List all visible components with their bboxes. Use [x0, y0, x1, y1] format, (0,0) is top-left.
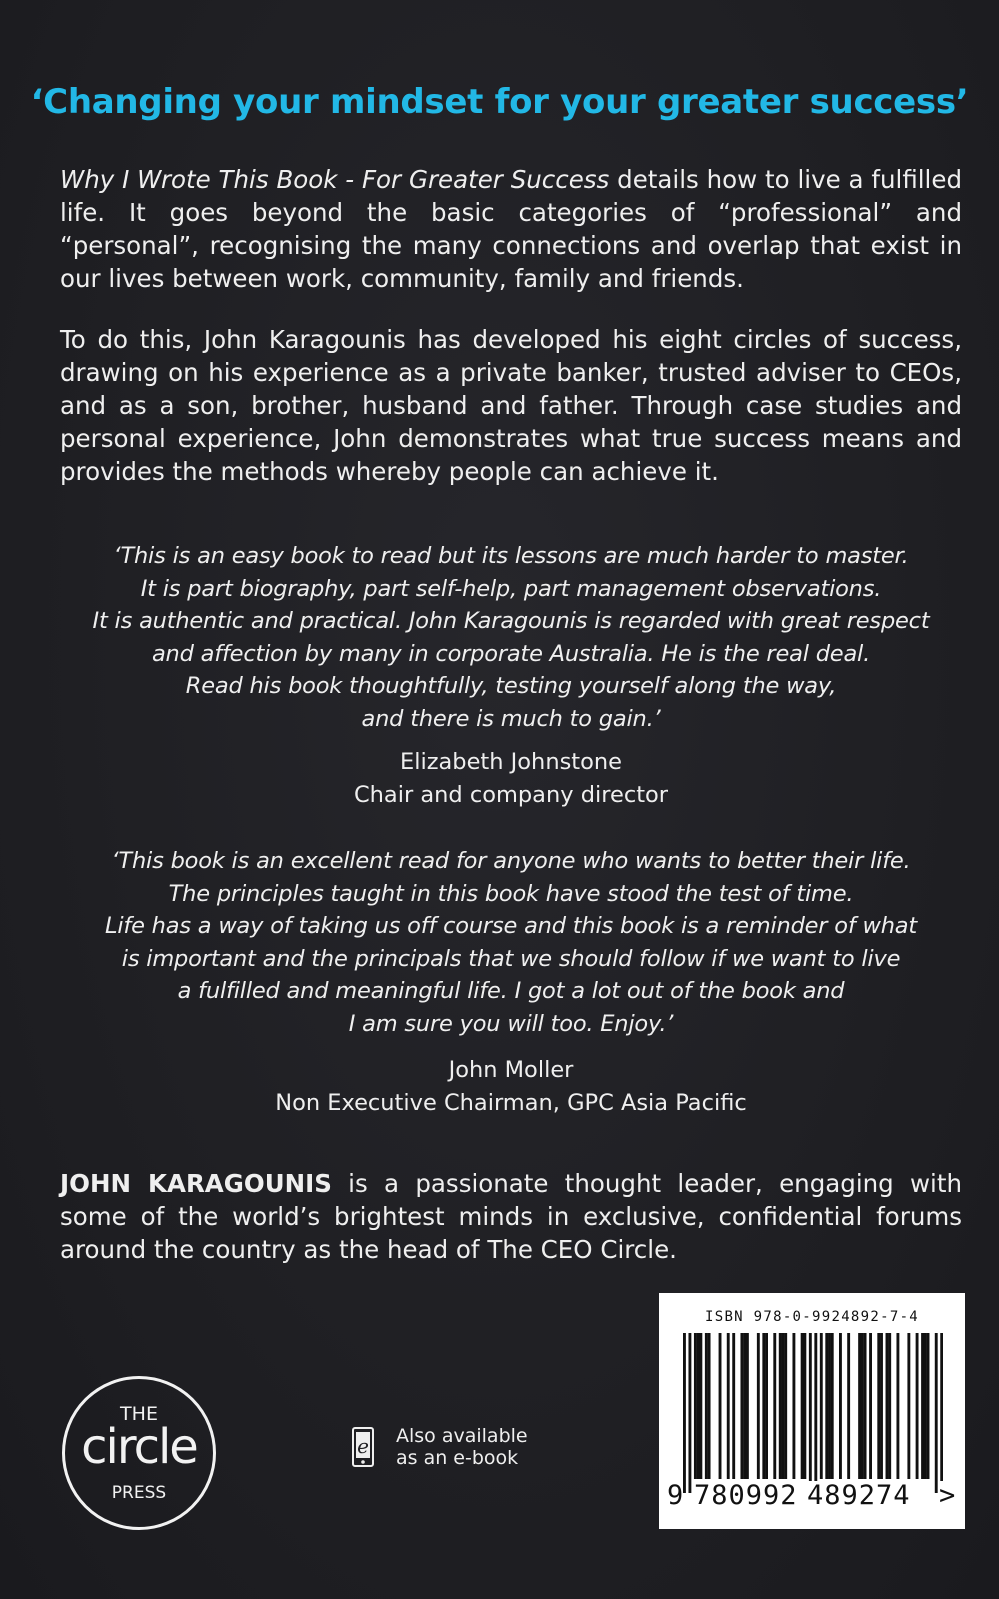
publisher-logo	[62, 1376, 216, 1530]
barcode-bar	[896, 1333, 899, 1479]
quote-line: and there is much to gain.’	[361, 705, 661, 732]
barcode-bar	[825, 1333, 828, 1479]
testimonial-attribution	[60, 746, 962, 811]
testimonial-role: Non Executive Chairman, GPC Asia Pacific	[275, 1089, 747, 1116]
quote-line: ‘This is an easy book to read but its lessons are much harder to master.	[113, 543, 909, 569]
barcode-arrow: >	[939, 1480, 956, 1511]
barcode-bar	[886, 1333, 889, 1479]
barcode-bar	[916, 1333, 919, 1479]
author-bio-text: is a passionate thought leader, engaging with some of the world’s brightest minds in exclusive, confidential forums around the country as the head of The CEO Circle.	[60, 1169, 962, 1264]
barcode-bar	[935, 1333, 938, 1493]
testimonial-author: John Moller	[448, 1057, 574, 1083]
intro-text: details how to live a fulfilled life. It goes beyond the basic categories of “professional” and “personal”, recognising the many connections and overlap that exist in our lives between work, community, family and friends.	[60, 165, 962, 293]
testimonial-quote	[60, 540, 962, 735]
author-name: JOHN KARAGOUNIS	[60, 1169, 332, 1198]
barcode-bar	[847, 1333, 850, 1479]
barcode-bar	[782, 1333, 785, 1479]
ebook-text	[396, 1425, 556, 1469]
isbn-barcode	[659, 1293, 965, 1529]
barcode-bars	[683, 1333, 943, 1493]
barcode-bar	[828, 1333, 831, 1479]
ebook-line: as an e-book	[396, 1447, 519, 1469]
barcode-bar	[757, 1333, 760, 1479]
description-paragraph: To do this, John Karagounis has developed his eight circles of success, drawing on his experience as a private banker, trusted adviser to CEOs, and as a son, brother, husband and father. Through case studies and personal experience, John demonstrates what true success means and provides the methods whereby people can achieve it.	[60, 325, 962, 486]
barcode-bar	[746, 1333, 749, 1479]
quote-line: Life has a way of taking us off course and this book is a reminder of what	[104, 913, 918, 939]
barcode-bar	[839, 1333, 842, 1479]
logo-the: THE	[120, 1403, 158, 1425]
barcode-bar	[927, 1333, 930, 1479]
barcode-bar	[719, 1333, 722, 1479]
barcode-first-digit: 9	[667, 1480, 684, 1511]
isbn-label: ISBN 978-0-9924892-7-4	[705, 1309, 920, 1325]
barcode-bar	[694, 1333, 697, 1479]
barcode-bar	[809, 1333, 812, 1493]
ebook-line: Also available	[396, 1425, 528, 1447]
quote-line: a fulfilled and meaningful life. I got a lot out of the book and	[177, 978, 845, 1004]
barcode-bar	[740, 1333, 743, 1479]
barcode-bar	[792, 1333, 795, 1479]
barcode-left-digits: 780992	[694, 1480, 798, 1511]
svg-text:e: e	[357, 1434, 369, 1458]
ebook-icon	[352, 1427, 374, 1467]
author-bio	[60, 1167, 962, 1266]
book-title: Why I Wrote This Book - For Greater Success	[60, 165, 610, 194]
quote-line: It is authentic and practical. John Karagounis is regarded with great respect	[92, 608, 930, 634]
logo-circle: circle	[81, 1419, 197, 1475]
barcode-bar	[831, 1333, 834, 1479]
barcode-bar	[765, 1333, 768, 1479]
headline: ‘Changing your mindset for your greater success’	[30, 82, 969, 122]
barcode-bar	[697, 1333, 700, 1479]
barcode-bar	[779, 1333, 782, 1479]
barcode-bar	[888, 1333, 891, 1479]
barcode-right-digits: 489274	[807, 1480, 911, 1511]
barcode-bar	[814, 1333, 817, 1493]
barcode-bar	[727, 1333, 730, 1479]
barcode-bar	[880, 1333, 883, 1479]
barcode-bar	[861, 1333, 864, 1479]
barcode-bar	[683, 1333, 686, 1493]
barcode-bar	[762, 1333, 765, 1479]
quote-line: Read his book thoughtfully, testing yourself along the way,	[185, 673, 837, 699]
barcode-bar	[877, 1333, 880, 1479]
testimonial-attribution	[60, 1054, 962, 1119]
quote-line: It is part biography, part self-help, part management observations.	[140, 575, 882, 602]
barcode-bar	[907, 1333, 910, 1479]
quote-line: ‘This book is an excellent read for anyone who wants to better their life.	[111, 848, 911, 874]
barcode-bar	[784, 1333, 787, 1479]
barcode-bar	[858, 1333, 861, 1479]
barcode-bar	[743, 1333, 746, 1479]
barcode-bar	[699, 1333, 702, 1479]
quote-line: I am sure you will too. Enjoy.’	[348, 1010, 674, 1037]
quote-line: is important and the principals that we should follow if we want to live	[121, 945, 901, 972]
barcode-bar	[803, 1333, 806, 1479]
testimonial-quote	[60, 845, 962, 1040]
barcode-bar	[820, 1333, 823, 1479]
quote-line: and affection by many in corporate Australia. He is the real deal.	[151, 640, 871, 667]
barcode-bar	[869, 1333, 872, 1479]
barcode-bar	[708, 1333, 711, 1479]
barcode-bar	[940, 1333, 943, 1493]
testimonial-author: Elizabeth Johnstone	[399, 749, 622, 775]
quote-line: The principles taught in this book have stood the test of time.	[168, 880, 854, 907]
barcode-bar	[705, 1333, 708, 1479]
barcode-bar	[924, 1333, 927, 1479]
barcode-bar	[864, 1333, 867, 1479]
barcode-bar	[921, 1333, 924, 1479]
intro-paragraph	[60, 163, 962, 295]
testimonial-role: Chair and company director	[353, 781, 669, 808]
logo-press: PRESS	[111, 1483, 167, 1503]
barcode-bar	[773, 1333, 776, 1479]
barcode-bar	[688, 1333, 691, 1493]
barcode-bar	[732, 1333, 735, 1479]
barcode-bar	[801, 1333, 804, 1479]
